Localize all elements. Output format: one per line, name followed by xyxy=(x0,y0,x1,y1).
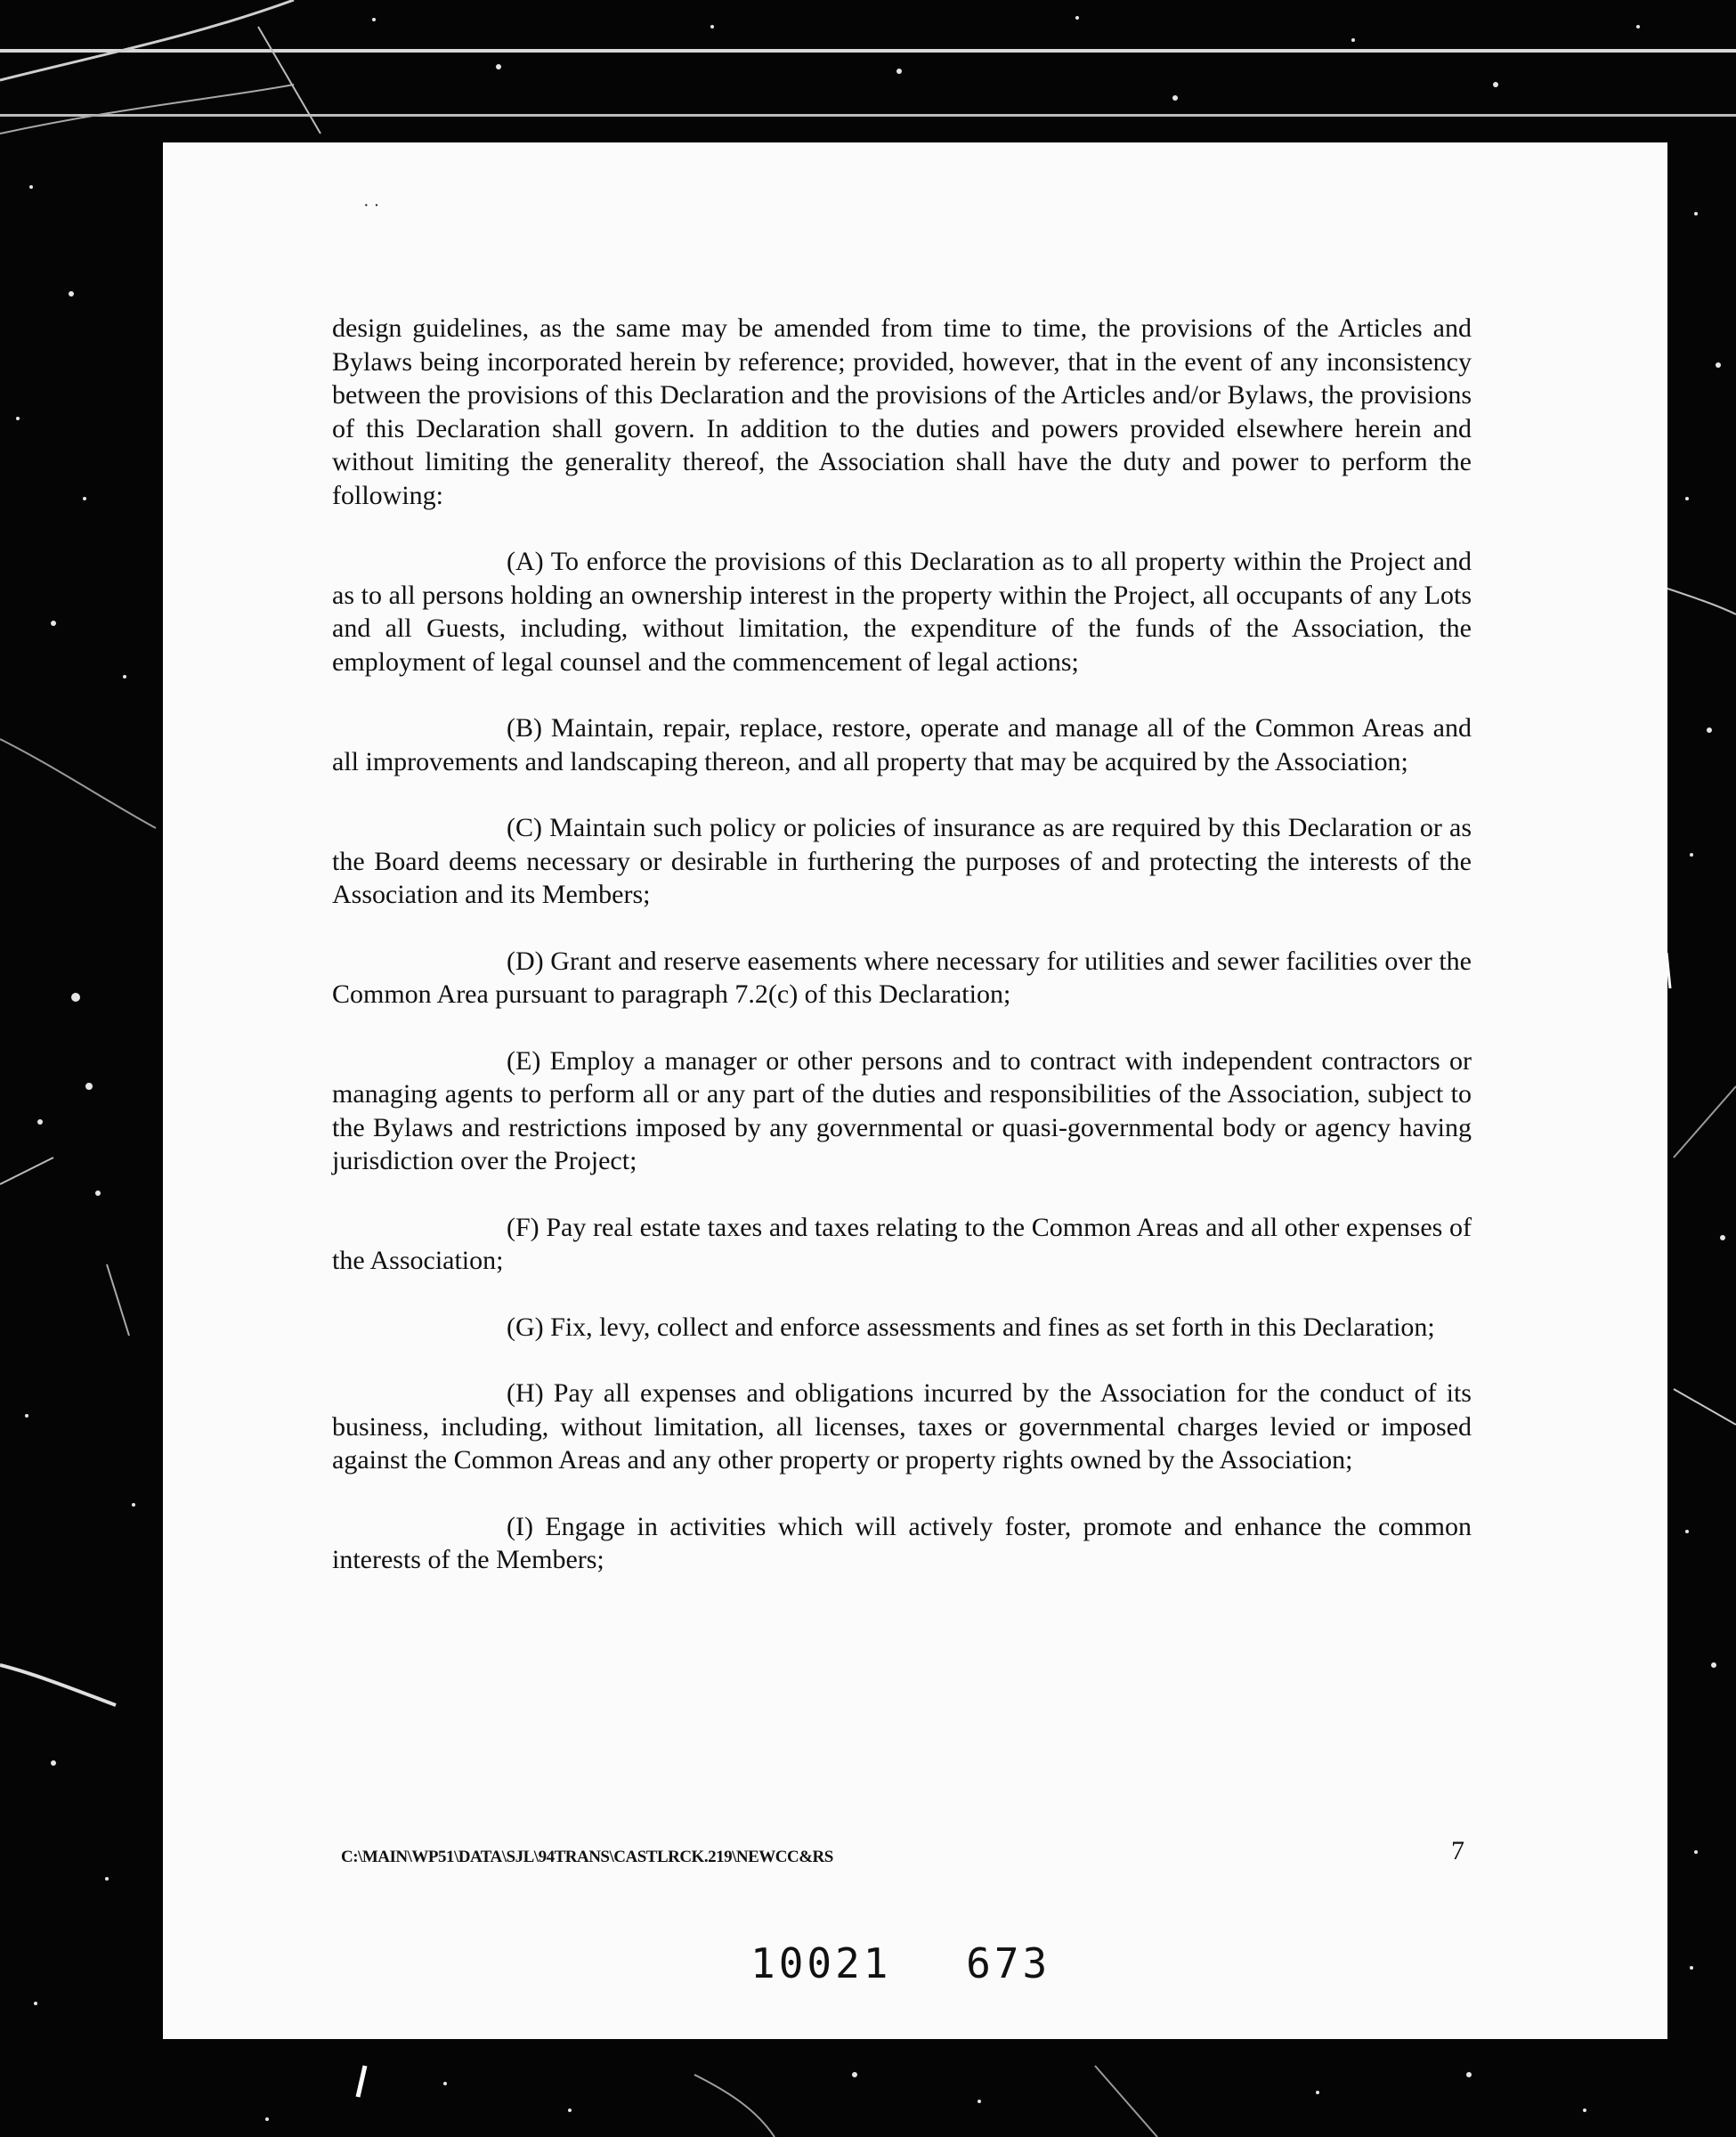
recording-stamp-number: 10021 673 xyxy=(750,1939,1051,1987)
list-item-i: (I) Engage in activities which will actively foster, promote and enhance the common interests of the Members; xyxy=(332,1511,1472,1574)
list-item-a: (A) To enforce the provisions of this Declaration as to all property within the Project and as to all persons holding an ownership interest in the property within the Project, all occupants of any Lots and all Guests, including, without limitation, the expenditure of the funds of the Association, the employment of legal counsel and the commencement of legal actions; xyxy=(332,547,1472,677)
list-item-h: (H) Pay all expenses and obligations incurred by the Association for the conduct of its business, including, without limitation, all licenses, taxes or governmental charges levied or imposed against the Common Areas and any other property or property rights owned by the Association; xyxy=(332,1378,1472,1475)
page-number: 7 xyxy=(1451,1836,1464,1865)
footer-file-path: C:\MAIN\WP51\DATA\SJL\94TRANS\CASTLRCK.219\NEWCC&RS xyxy=(341,1848,833,1866)
document-page xyxy=(163,142,1667,2039)
list-item-c: (C) Maintain such policy or policies of insurance as are required by this Declaration or as the Board deems necessary or desirable in furthering the purposes of and protecting the interests of the Association and its Members; xyxy=(332,813,1472,909)
list-item-g: (G) Fix, levy, collect and enforce assessments and fines as set forth in this Declaration; xyxy=(507,1312,1435,1342)
scan-mark-dots: · · xyxy=(363,196,380,215)
intro-paragraph: design guidelines, as the same may be amended from time to time, the provisions of the Articles and Bylaws being incorporated herein by reference; provided, however, that in the event of any inconsistency between the provisions of this Declaration and the provisions of the Articles and/or Bylaws, the provisions of this Declaration shall govern. In addition to the duties and powers provided elsewhere herein and without limiting the generality thereof, the Association shall have the duty and power to perform the following: xyxy=(332,313,1472,510)
list-item-f: (F) Pay real estate taxes and taxes relating to the Common Areas and all other expenses of the Association; xyxy=(332,1212,1472,1275)
list-item-d: (D) Grant and reserve easements where necessary for utilities and sewer facilities over the Common Area pursuant to paragraph 7.2(c) of this Declaration; xyxy=(332,946,1472,1009)
document-body xyxy=(332,312,1472,1610)
list-item-e: (E) Employ a manager or other persons and to contract with independent contractors or managing agents to perform all or any part of the duties and responsibilities of the Association, subject to the Bylaws and restrictions imposed by any governmental or quasi-governmental body or agency having jurisdiction over the Project; xyxy=(332,1045,1472,1175)
list-item-b: (B) Maintain, repair, replace, restore, operate and manage all of the Common Areas and all improvements and landscaping thereon, and all property that may be acquired by the Association; xyxy=(332,713,1472,776)
